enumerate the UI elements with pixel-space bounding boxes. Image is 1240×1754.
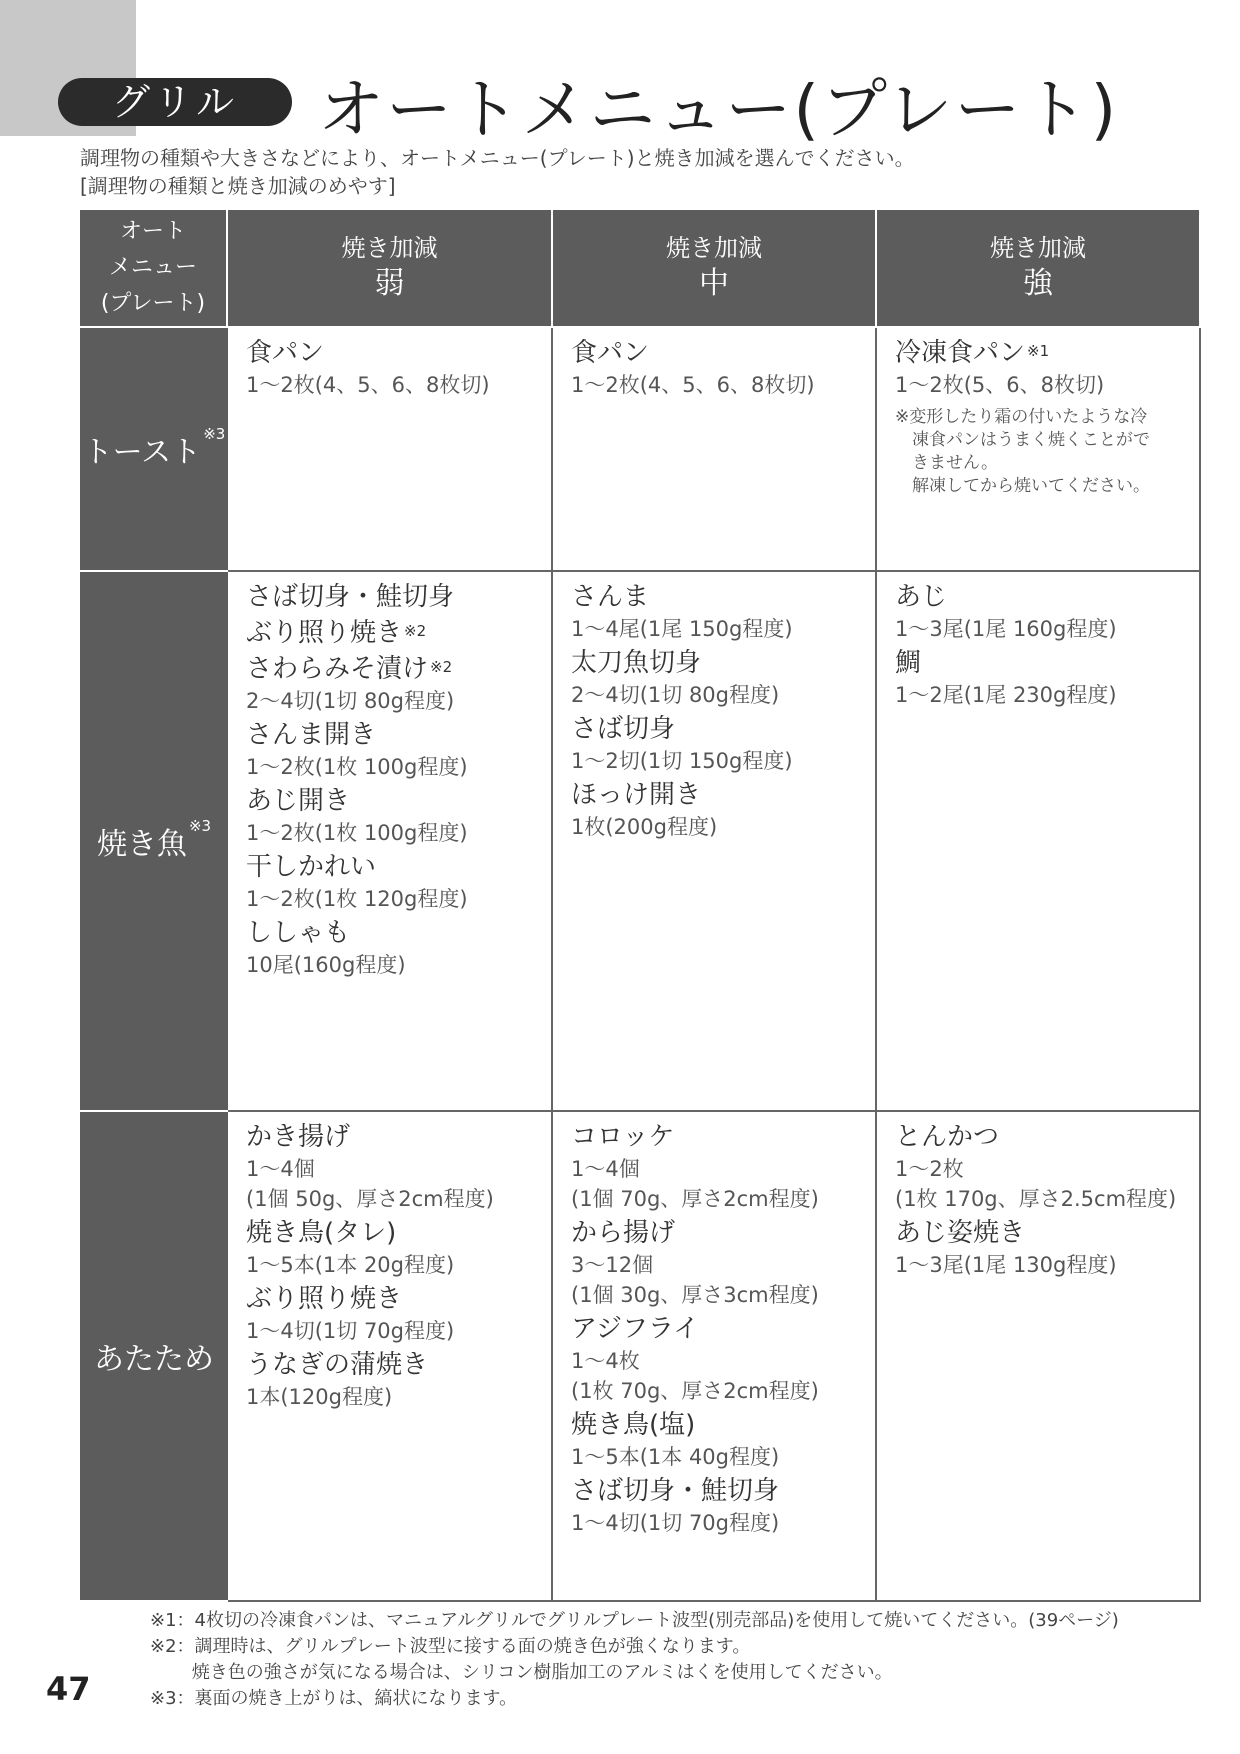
menu-item-name: あじ開き — [246, 786, 351, 816]
menu-item — [246, 1348, 551, 1412]
menu-item-detail: 2～4切(1切 80g程度) — [571, 683, 780, 707]
menu-item-name: 干しかれい — [246, 852, 377, 882]
menu-item-detail: 1～5本(1本 20g程度) — [246, 1253, 455, 1277]
menu-item — [895, 336, 1199, 498]
menu-item — [246, 1120, 551, 1214]
menu-item — [571, 336, 875, 400]
menu-item — [895, 1120, 1199, 1214]
column-header-label: 焼き加減 — [666, 234, 762, 262]
footnote-mark: ※1 — [1027, 342, 1050, 360]
menu-item-detail: 1～2枚(1枚 120g程度) — [246, 887, 468, 911]
section-label: グリル — [58, 78, 292, 126]
menu-item-name: さわらみそ漬け $^{※2}$ — [246, 654, 453, 684]
menu-item-detail: 1～2尾(1尾 230g程度) — [895, 683, 1117, 707]
footnote-mark: ※2 — [430, 658, 453, 676]
table-cell — [877, 572, 1201, 1112]
column-header-level: 強 — [1023, 266, 1053, 301]
menu-item-detail: 1本(120g程度) — [246, 1385, 393, 1409]
menu-item-detail: 1～3尾(1尾 130g程度) — [895, 1253, 1117, 1277]
table-cell — [228, 1112, 553, 1602]
menu-item — [246, 1216, 551, 1280]
table-cell — [228, 328, 553, 572]
column-header — [228, 210, 553, 328]
menu-item — [571, 778, 875, 842]
menu-item-detail: 1～2枚(5、6、8枚切) — [895, 373, 1105, 397]
menu-table — [80, 210, 1240, 1602]
menu-item-detail: 1～5本(1本 40g程度) — [571, 1445, 780, 1469]
table-cell — [228, 572, 553, 1112]
row-header — [80, 328, 228, 572]
menu-item-detail: 1～4尾(1尾 150g程度) — [571, 617, 793, 641]
menu-item-detail: 1～2枚(1枚 100g程度) — [246, 821, 468, 845]
menu-item-note: ※変形したり霜の付いたような冷 凍食パンはうまく焼くことがで きません。 解凍してから焼いてください。 — [895, 407, 1150, 496]
page-number: 47 — [46, 1670, 91, 1708]
menu-item — [246, 616, 551, 650]
table-cell — [877, 1112, 1201, 1602]
menu-item — [571, 712, 875, 776]
intro-subhead: [調理物の種類と焼き加減のめやす] — [80, 174, 396, 198]
row-header — [80, 1112, 228, 1602]
menu-item-name: 鯛 — [895, 648, 922, 678]
footnote-line: ※2：調理時は、グリルプレート波型に接する面の焼き色が強くなります。 — [150, 1636, 751, 1657]
menu-item — [895, 580, 1199, 644]
footnote-mark: ※3 — [188, 817, 212, 835]
menu-item — [571, 1474, 875, 1538]
menu-item-name: 太刀魚切身 — [571, 648, 702, 678]
menu-item-detail: 1～2切(1切 150g程度) — [571, 749, 793, 773]
menu-item-name: あじ — [895, 582, 948, 612]
intro — [80, 144, 915, 200]
menu-item-detail: 1～2枚(1枚 100g程度) — [246, 755, 468, 779]
menu-item-name: から揚げ — [571, 1218, 676, 1248]
table-cell — [553, 328, 877, 572]
menu-item-name: 食パン — [246, 338, 325, 368]
menu-item — [571, 1408, 875, 1472]
menu-item-detail: 1～4切(1切 70g程度) — [571, 1511, 780, 1535]
menu-item — [571, 1120, 875, 1214]
column-header-label: 焼き加減 — [990, 234, 1086, 262]
menu-item-detail: 1～4枚 (1枚 70g、厚さ2cm程度) — [571, 1349, 819, 1403]
menu-item — [895, 1216, 1199, 1280]
footnotes — [150, 1608, 1119, 1712]
table-cell — [553, 572, 877, 1112]
menu-item-name: 食パン — [571, 338, 650, 368]
row-header-label: あたため — [94, 1342, 214, 1377]
menu-item-name: うなぎの蒲焼き — [246, 1350, 429, 1380]
footnote-line: ※3：裏面の焼き上がりは、縞状になります。 — [150, 1688, 518, 1709]
menu-item — [246, 652, 551, 716]
column-header-label: 焼き加減 — [341, 234, 438, 262]
menu-item — [246, 580, 551, 614]
menu-item — [246, 916, 551, 980]
menu-item-detail: 1枚(200g程度) — [571, 815, 718, 839]
column-header-level: 中 — [699, 266, 729, 301]
table-cell — [553, 1112, 877, 1602]
menu-item — [246, 1282, 551, 1346]
menu-item — [571, 580, 875, 644]
menu-item-name: さば切身 — [571, 714, 676, 744]
column-header-level: 弱 — [374, 266, 405, 301]
footnote-mark: ※3 — [203, 425, 226, 443]
menu-item-name: コロッケ — [571, 1122, 675, 1152]
column-header — [553, 210, 877, 328]
intro-lead: 調理物の種類や大きさなどにより、オートメニュー(プレート)と焼き加減を選んでください。 — [80, 146, 915, 170]
menu-item-name: アジフライ — [571, 1314, 700, 1344]
menu-item-detail: 1～4個 (1個 70g、厚さ2cm程度) — [571, 1157, 819, 1211]
row-header-label: トースト$^{※3}$ — [82, 425, 226, 470]
menu-item-detail: 1～4切(1切 70g程度) — [246, 1319, 455, 1343]
footnote-line: 焼き色の強さが気になる場合は、シリコン樹脂加工のアルミはくを使用してください。 — [150, 1662, 893, 1683]
menu-item-name: ぶり照り焼き $^{※2}$ — [246, 618, 427, 648]
menu-item-name: さんま — [571, 582, 650, 612]
menu-item-name: あじ姿焼き — [895, 1218, 1026, 1248]
column-header — [877, 210, 1201, 328]
menu-item — [246, 850, 551, 914]
menu-item-name: ししゃも — [246, 918, 351, 948]
menu-item — [571, 1216, 875, 1310]
menu-item — [571, 1312, 875, 1406]
menu-item-name: 冷凍食パン $^{※1}$ — [895, 338, 1050, 368]
menu-item-name: ほっけ開き — [571, 780, 702, 810]
footnote-line: ※1：4枚切の冷凍食パンは、マニュアルグリルでグリルプレート波型(別売部品)を使用して焼いてください。(39ページ) — [150, 1610, 1119, 1631]
menu-item — [246, 784, 551, 848]
menu-item-name: ぶり照り焼き — [246, 1284, 403, 1314]
corner-header: オート メニュー (プレート) — [80, 210, 228, 328]
menu-item-detail: 1～4個 (1個 50g、厚さ2cm程度) — [246, 1157, 494, 1211]
menu-item-detail: 1～2枚(4、5、6、8枚切) — [571, 373, 815, 397]
page-title: オートメニュー(プレート) — [318, 71, 1119, 148]
table-cell — [877, 328, 1201, 572]
footnote-mark: ※2 — [404, 622, 427, 640]
menu-item-detail: 3～12個 (1個 30g、厚さ3cm程度) — [571, 1253, 819, 1307]
menu-item-name: とんかつ — [895, 1122, 1000, 1152]
menu-item-detail: 2～4切(1切 80g程度) — [246, 689, 455, 713]
menu-item — [246, 336, 551, 400]
menu-item-name: さば切身・鮭切身 — [246, 582, 455, 612]
row-header-label: 焼き魚$^{※3}$ — [96, 817, 212, 862]
menu-item-name: 焼き鳥(タレ) — [246, 1218, 397, 1248]
menu-item — [246, 718, 551, 782]
menu-item-name: かき揚げ — [246, 1122, 351, 1152]
row-header — [80, 572, 228, 1112]
menu-item-detail: 1～2枚(4、5、6、8枚切) — [246, 373, 490, 397]
menu-item — [571, 646, 875, 710]
menu-item-name: 焼き鳥(塩) — [571, 1410, 696, 1440]
menu-item-name: さんま開き — [246, 720, 377, 750]
menu-item-name: さば切身・鮭切身 — [571, 1476, 780, 1506]
menu-item-detail: 1～2枚 (1枚 170g、厚さ2.5cm程度) — [895, 1157, 1177, 1211]
menu-item — [895, 646, 1199, 710]
menu-item-detail: 1～3尾(1尾 160g程度) — [895, 617, 1117, 641]
menu-item-detail: 10尾(160g程度) — [246, 953, 406, 977]
